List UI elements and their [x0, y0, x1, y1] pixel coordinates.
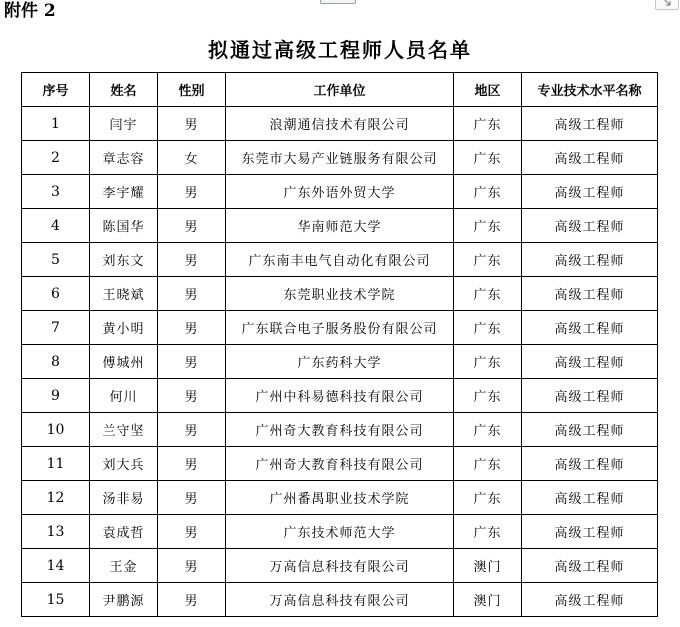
- cell-employer: 广东南丰电气自动化有限公司: [226, 243, 454, 277]
- table-row: [22, 413, 658, 447]
- cell-region: 广东: [454, 243, 522, 277]
- cell-gender: 女: [158, 141, 226, 175]
- cell-employer: 广东联合电子服务股份有限公司: [226, 311, 454, 345]
- cell-name: 闫宇: [90, 107, 158, 141]
- cell-index: 4: [22, 209, 90, 243]
- table-row: [22, 311, 658, 345]
- cell-index: 13: [22, 515, 90, 549]
- cell-gender: 男: [158, 413, 226, 447]
- cell-name: 章志容: [90, 141, 158, 175]
- table-row: [22, 345, 658, 379]
- cell-employer: 广州中科易德科技有限公司: [226, 379, 454, 413]
- cell-title: 高级工程师: [522, 379, 658, 413]
- table-row: [22, 379, 658, 413]
- cell-index: 1: [22, 107, 90, 141]
- cell-gender: 男: [158, 107, 226, 141]
- cell-index: 2: [22, 141, 90, 175]
- table-header-row: [22, 73, 658, 107]
- col-header-title: 专业技术水平名称: [522, 73, 658, 107]
- cell-region: 广东: [454, 345, 522, 379]
- cell-name: 王晓斌: [90, 277, 158, 311]
- table-row: [22, 515, 658, 549]
- cell-gender: 男: [158, 447, 226, 481]
- cell-region: 广东: [454, 481, 522, 515]
- cell-index: 7: [22, 311, 90, 345]
- page-tab[interactable]: [320, 0, 356, 4]
- cell-region: 澳门: [454, 549, 522, 583]
- cell-title: 高级工程师: [522, 549, 658, 583]
- cell-index: 9: [22, 379, 90, 413]
- personnel-table: [21, 72, 658, 617]
- cell-gender: 男: [158, 209, 226, 243]
- table-row: [22, 277, 658, 311]
- cell-gender: 男: [158, 481, 226, 515]
- cell-title: 高级工程师: [522, 447, 658, 481]
- cell-region: 广东: [454, 141, 522, 175]
- col-header-name: 姓名: [90, 73, 158, 107]
- cell-name: 傅城州: [90, 345, 158, 379]
- table-row: [22, 107, 658, 141]
- table-row: [22, 141, 658, 175]
- cell-name: 何川: [90, 379, 158, 413]
- cell-employer: 东莞市大易产业链服务有限公司: [226, 141, 454, 175]
- cell-region: 广东: [454, 277, 522, 311]
- cell-index: 6: [22, 277, 90, 311]
- cell-index: 12: [22, 481, 90, 515]
- cell-gender: 男: [158, 243, 226, 277]
- cell-gender: 男: [158, 277, 226, 311]
- attachment-label: 附件 2: [4, 1, 56, 21]
- cell-title: 高级工程师: [522, 141, 658, 175]
- cell-region: 广东: [454, 175, 522, 209]
- col-header-gender: 性别: [158, 73, 226, 107]
- cell-name: 刘东文: [90, 243, 158, 277]
- cell-employer: 万高信息科技有限公司: [226, 583, 454, 617]
- cell-employer: 广东外语外贸大学: [226, 175, 454, 209]
- cell-employer: 广州奇大教育科技有限公司: [226, 447, 454, 481]
- cell-employer: 浪潮通信技术有限公司: [226, 107, 454, 141]
- cell-title: 高级工程师: [522, 413, 658, 447]
- cell-region: 广东: [454, 515, 522, 549]
- cell-region: 广东: [454, 447, 522, 481]
- cell-gender: 男: [158, 311, 226, 345]
- table-row: [22, 481, 658, 515]
- cell-employer: 广东药科大学: [226, 345, 454, 379]
- cell-employer: 广州番禺职业技术学院: [226, 481, 454, 515]
- cell-employer: 万高信息科技有限公司: [226, 549, 454, 583]
- cell-title: 高级工程师: [522, 515, 658, 549]
- cell-region: 澳门: [454, 583, 522, 617]
- cell-region: 广东: [454, 311, 522, 345]
- expand-icon[interactable]: [655, 0, 679, 10]
- cell-index: 14: [22, 549, 90, 583]
- cell-name: 尹鹏源: [90, 583, 158, 617]
- cell-name: 王金: [90, 549, 158, 583]
- cell-name: 黄小明: [90, 311, 158, 345]
- col-header-index: 序号: [22, 73, 90, 107]
- table-row: [22, 583, 658, 617]
- cell-title: 高级工程师: [522, 243, 658, 277]
- cell-name: 兰守坚: [90, 413, 158, 447]
- cell-title: 高级工程师: [522, 107, 658, 141]
- cell-employer: 广州奇大教育科技有限公司: [226, 413, 454, 447]
- table-row: [22, 209, 658, 243]
- cell-index: 15: [22, 583, 90, 617]
- col-header-employer: 工作单位: [226, 73, 454, 107]
- cell-title: 高级工程师: [522, 209, 658, 243]
- cell-index: 10: [22, 413, 90, 447]
- table-row: [22, 243, 658, 277]
- cell-index: 11: [22, 447, 90, 481]
- cell-title: 高级工程师: [522, 277, 658, 311]
- cell-gender: 男: [158, 379, 226, 413]
- table-row: [22, 447, 658, 481]
- cell-region: 广东: [454, 413, 522, 447]
- table-row: [22, 175, 658, 209]
- cell-name: 刘大兵: [90, 447, 158, 481]
- cell-index: 5: [22, 243, 90, 277]
- cell-region: 广东: [454, 379, 522, 413]
- cell-title: 高级工程师: [522, 481, 658, 515]
- page-title: 拟通过高级工程师人员名单: [208, 38, 472, 62]
- col-header-region: 地区: [454, 73, 522, 107]
- cell-name: 陈国华: [90, 209, 158, 243]
- cell-employer: 华南师范大学: [226, 209, 454, 243]
- cell-title: 高级工程师: [522, 311, 658, 345]
- cell-name: 李宇耀: [90, 175, 158, 209]
- cell-index: 3: [22, 175, 90, 209]
- cell-gender: 男: [158, 345, 226, 379]
- cell-employer: 广东技术师范大学: [226, 515, 454, 549]
- cell-region: 广东: [454, 209, 522, 243]
- cell-title: 高级工程师: [522, 583, 658, 617]
- cell-title: 高级工程师: [522, 345, 658, 379]
- cell-gender: 男: [158, 515, 226, 549]
- cell-name: 汤非易: [90, 481, 158, 515]
- cell-gender: 男: [158, 175, 226, 209]
- cell-title: 高级工程师: [522, 175, 658, 209]
- table-row: [22, 549, 658, 583]
- cell-region: 广东: [454, 107, 522, 141]
- cell-gender: 男: [158, 549, 226, 583]
- cell-index: 8: [22, 345, 90, 379]
- cell-employer: 东莞职业技术学院: [226, 277, 454, 311]
- cell-name: 袁成哲: [90, 515, 158, 549]
- cell-gender: 男: [158, 583, 226, 617]
